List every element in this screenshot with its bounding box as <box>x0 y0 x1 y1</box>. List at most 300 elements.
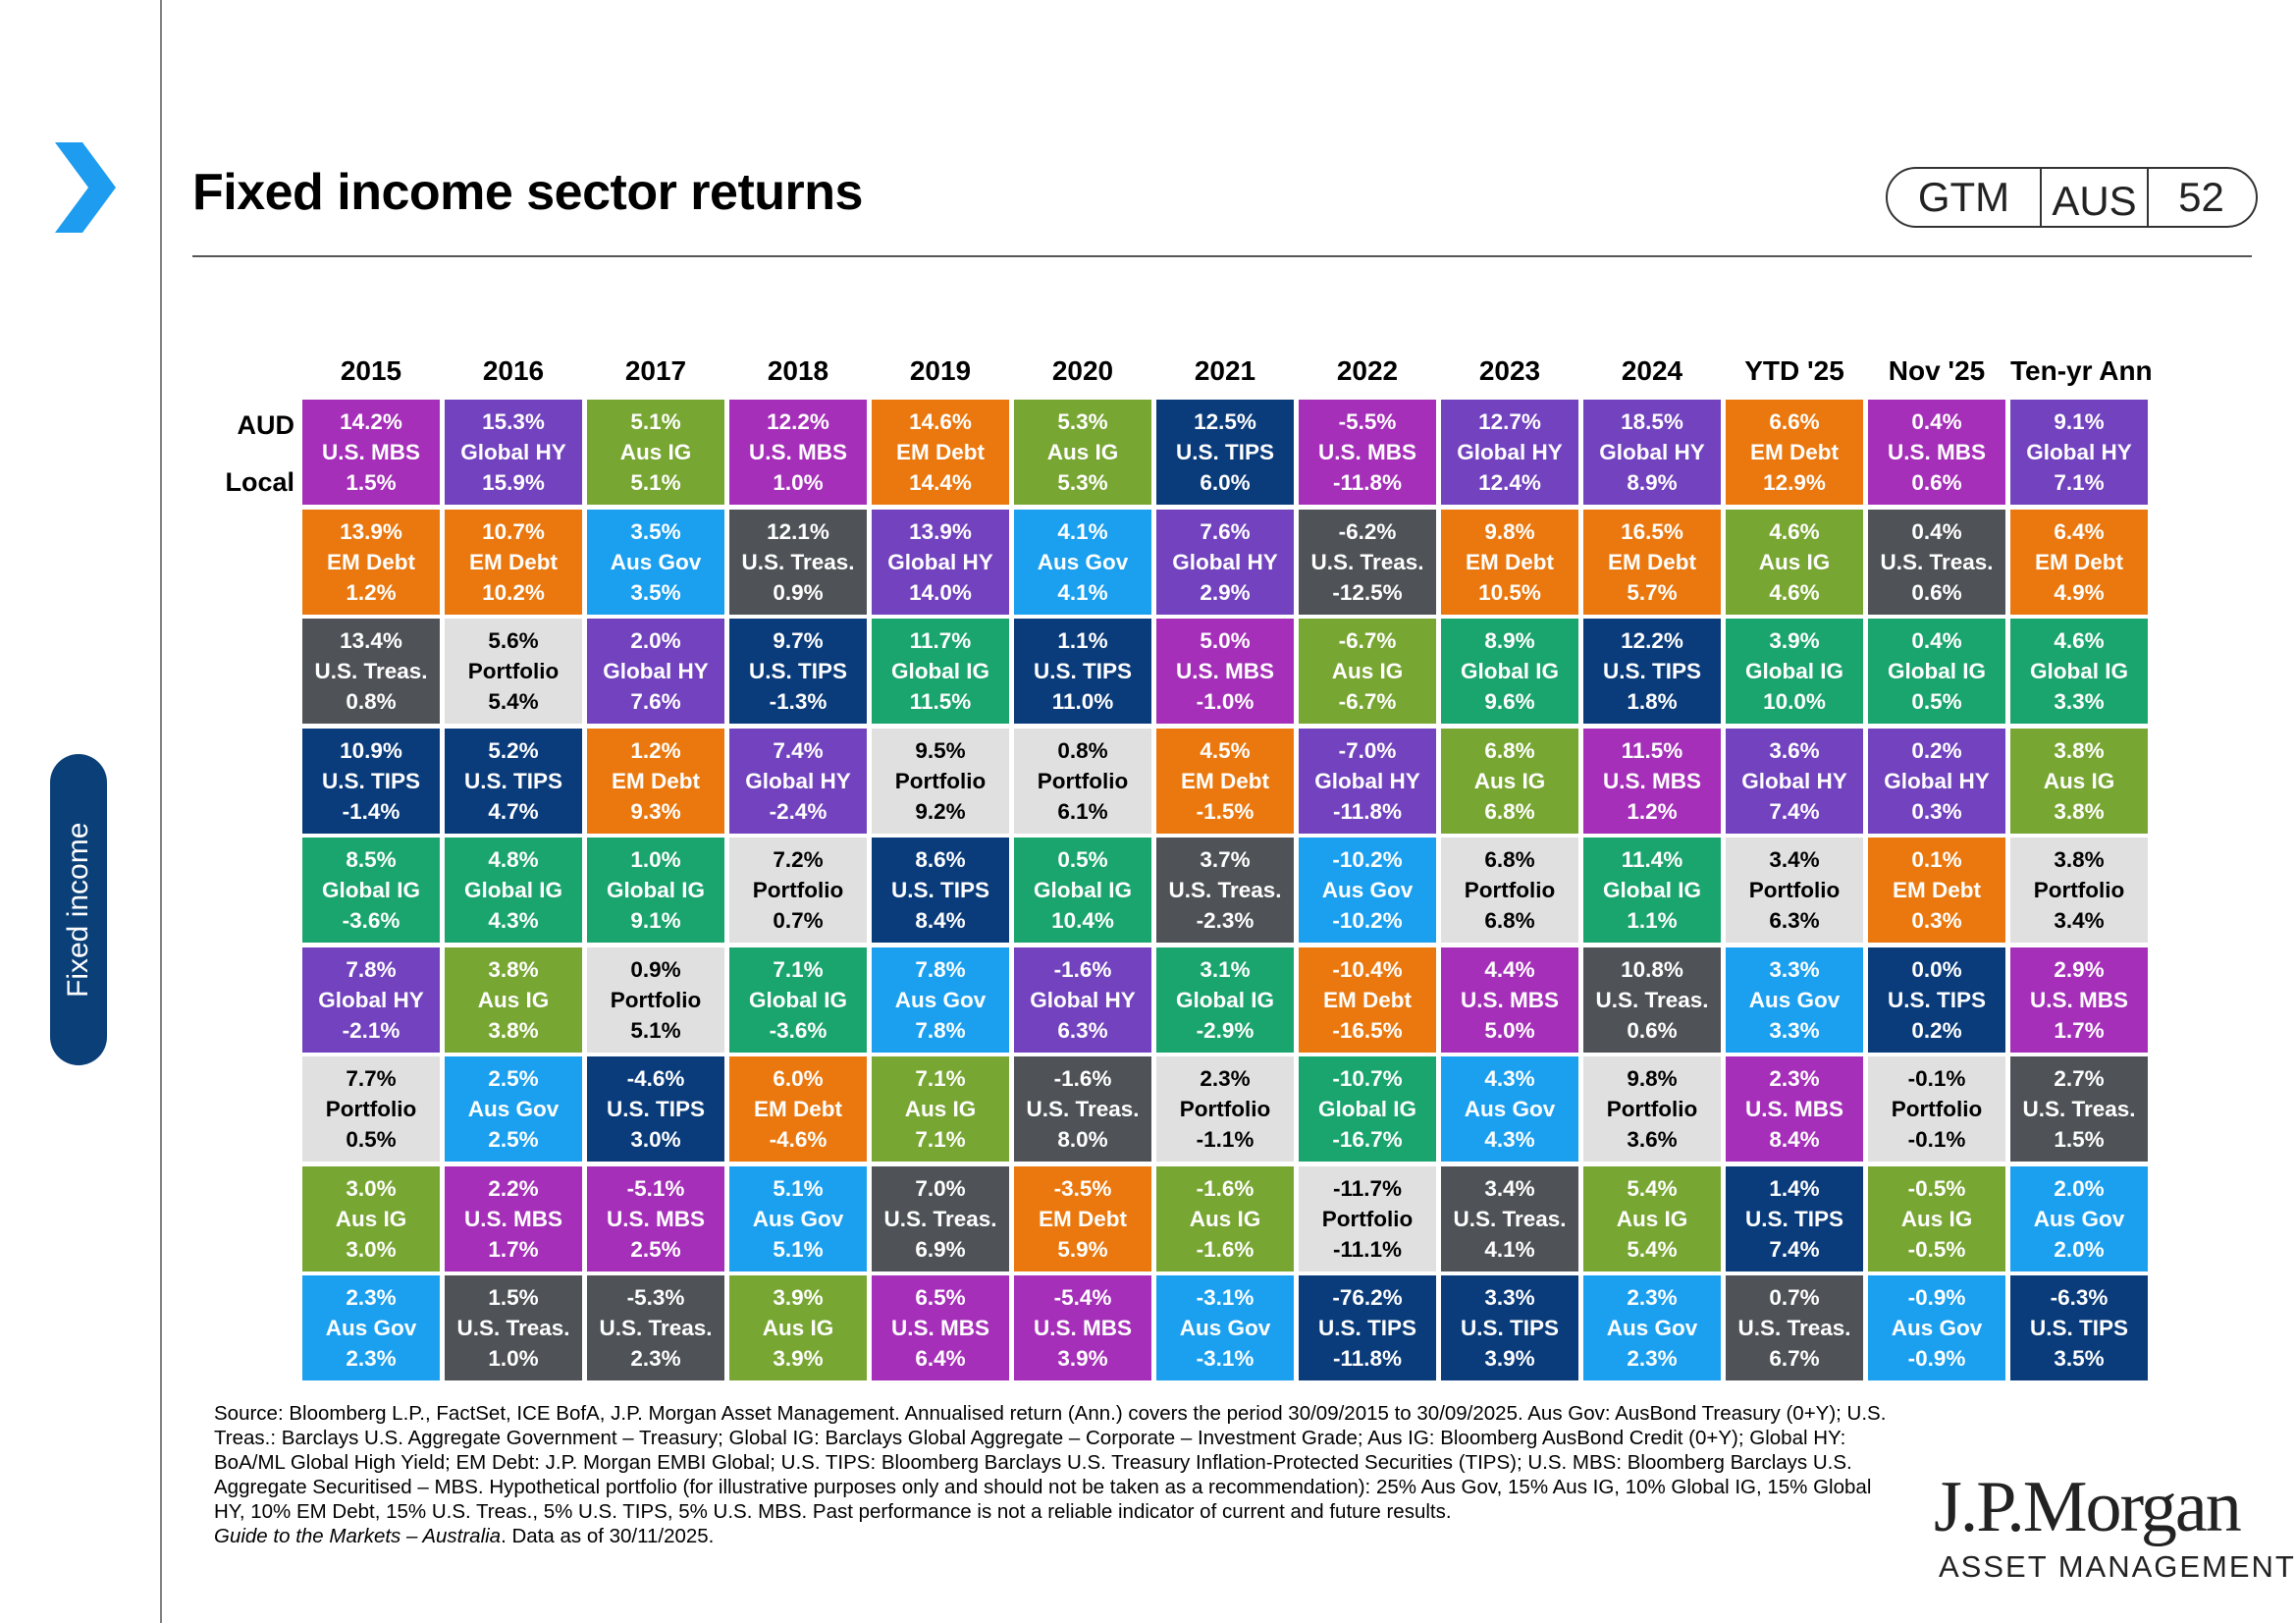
cell-sector-name: Global HY <box>1172 550 1278 574</box>
quilt-cell <box>445 400 582 505</box>
cell-sector-name: Aus IG <box>477 988 550 1012</box>
cell-local-return: 3.0% <box>346 1237 397 1262</box>
cell-aud-return: 2.3% <box>1627 1285 1678 1310</box>
cell-sector-name: Portfolio <box>1037 769 1129 793</box>
cell-sector-name: U.S. TIPS <box>2029 1316 2129 1340</box>
cell-aud-return: 2.9% <box>2054 957 2105 982</box>
cell-aud-return: -6.7% <box>1338 628 1397 653</box>
quilt-cell <box>1156 729 1294 834</box>
cell-sector-name: U.S. TIPS <box>1460 1316 1560 1340</box>
quilt-cell <box>1726 1275 1863 1380</box>
cell-sector-name: Portfolio <box>2033 878 2125 902</box>
cell-aud-return: 5.0% <box>1200 628 1251 653</box>
cell-sector-name: EM Debt <box>754 1097 842 1121</box>
quilt-cell <box>2010 1275 2148 1380</box>
cell-aud-return: 7.2% <box>773 847 824 872</box>
quilt-cell <box>445 1166 582 1271</box>
cell-sector-name: U.S. MBS <box>463 1207 562 1231</box>
column-header: 2019 <box>909 355 972 386</box>
quilt-cell <box>302 510 440 615</box>
column-header: Ten-yr Ann <box>2010 355 2153 386</box>
cell-aud-return: 4.8% <box>488 847 539 872</box>
cell-sector-name: Aus Gov <box>1748 988 1841 1012</box>
cell-local-return: -3.1% <box>1196 1346 1255 1371</box>
quilt-cell <box>1868 1166 2005 1271</box>
cell-local-return: 3.3% <box>2054 689 2105 714</box>
cell-sector-name: Aus Gov <box>610 550 702 574</box>
cell-local-return: -10.2% <box>1332 908 1403 933</box>
cell-aud-return: 7.0% <box>915 1176 966 1201</box>
column-header: Nov '25 <box>1888 355 1986 386</box>
cell-local-return: -2.3% <box>1196 908 1255 933</box>
cell-local-return: 8.0% <box>1057 1127 1108 1152</box>
quilt-cell <box>1868 400 2005 505</box>
quilt-cell <box>445 947 582 1053</box>
cell-local-return: 7.8% <box>915 1018 966 1043</box>
cell-sector-name: Aus IG <box>619 440 692 464</box>
cell-local-return: -2.9% <box>1196 1018 1255 1043</box>
cell-aud-return: 0.4% <box>1911 409 1962 434</box>
title-divider <box>192 255 2252 257</box>
cell-local-return: 6.3% <box>1769 908 1820 933</box>
quilt-cell <box>872 947 1009 1053</box>
cell-aud-return: 9.5% <box>915 738 966 763</box>
cell-local-return: 0.6% <box>1911 580 1962 605</box>
cell-sector-name: U.S. Treas. <box>1168 878 1282 902</box>
quilt-cell <box>1868 1056 2005 1162</box>
cell-aud-return: -10.4% <box>1332 957 1403 982</box>
cell-sector-name: U.S. TIPS <box>1033 659 1133 683</box>
cell-local-return: 10.5% <box>1478 580 1541 605</box>
cell-aud-return: 13.4% <box>340 628 402 653</box>
quilt-cell <box>1014 1275 1151 1380</box>
cell-sector-name: U.S. Treas. <box>456 1316 570 1340</box>
cell-sector-name: EM Debt <box>1893 878 1981 902</box>
cell-aud-return: 3.1% <box>1200 957 1251 982</box>
cell-aud-return: 2.2% <box>488 1176 539 1201</box>
cell-aud-return: 3.9% <box>1769 628 1820 653</box>
cell-local-return: -3.6% <box>342 908 400 933</box>
column-header: YTD '25 <box>1744 355 1844 386</box>
cell-local-return: -0.1% <box>1907 1127 1966 1152</box>
cell-aud-return: 16.5% <box>1621 519 1683 544</box>
cell-sector-name: EM Debt <box>896 440 985 464</box>
cell-aud-return: 0.9% <box>630 957 681 982</box>
quilt-cell <box>1868 947 2005 1053</box>
quilt-cell <box>587 729 724 834</box>
left-divider <box>160 0 162 1623</box>
quilt-cell <box>302 838 440 943</box>
cell-local-return: 1.2% <box>1627 799 1678 824</box>
cell-aud-return: 9.8% <box>1484 519 1535 544</box>
cell-local-return: 11.0% <box>1051 689 1114 714</box>
cell-aud-return: 11.4% <box>1621 847 1683 872</box>
quilt-cell <box>1441 1056 1578 1162</box>
cell-local-return: -1.4% <box>342 799 400 824</box>
quilt-cell <box>1726 510 1863 615</box>
cell-aud-return: 3.3% <box>1484 1285 1535 1310</box>
quilt-cell <box>1299 1166 1436 1271</box>
cell-local-return: 0.7% <box>773 908 824 933</box>
chevron-right-icon <box>47 142 116 233</box>
cell-local-return: 2.0% <box>2054 1237 2105 1262</box>
cell-sector-name: Global IG <box>1460 659 1559 683</box>
cell-local-return: 7.4% <box>1769 1237 1820 1262</box>
quilt-cell <box>1441 510 1578 615</box>
cell-aud-return: 0.5% <box>1057 847 1108 872</box>
cell-aud-return: 1.2% <box>630 738 681 763</box>
cell-aud-return: 2.0% <box>2054 1176 2105 1201</box>
cell-aud-return: 12.7% <box>1478 409 1541 434</box>
cell-aud-return: 7.8% <box>346 957 397 982</box>
quilt-cell <box>1299 1275 1436 1380</box>
cell-local-return: 5.1% <box>630 470 681 495</box>
cell-aud-return: 4.4% <box>1484 957 1535 982</box>
cell-local-return: 5.1% <box>773 1237 824 1262</box>
cell-sector-name: U.S. Treas. <box>1026 1097 1140 1121</box>
quilt-cell <box>1156 947 1294 1053</box>
cell-aud-return: 13.9% <box>340 519 402 544</box>
cell-aud-return: 4.6% <box>2054 628 2105 653</box>
cell-sector-name: Global HY <box>460 440 566 464</box>
cell-local-return: -11.8% <box>1332 470 1403 495</box>
cell-aud-return: 6.4% <box>2054 519 2105 544</box>
cell-sector-name: Portfolio <box>1748 878 1841 902</box>
quilt-cell <box>1583 1166 1721 1271</box>
quilt-cell <box>1726 1056 1863 1162</box>
cell-sector-name: Aus Gov <box>1037 550 1129 574</box>
quilt-cell <box>1583 400 1721 505</box>
quilt-cell <box>1583 947 1721 1053</box>
quilt-cell <box>1583 1056 1721 1162</box>
quilt-cell <box>1156 1275 1294 1380</box>
quilt-cell <box>729 619 867 724</box>
cell-aud-return: 15.3% <box>482 409 545 434</box>
cell-local-return: 2.3% <box>1627 1346 1678 1371</box>
cell-sector-name: Aus Gov <box>467 1097 560 1121</box>
cell-aud-return: 1.0% <box>630 847 681 872</box>
cell-sector-name: U.S. TIPS <box>1602 659 1702 683</box>
cell-local-return: 1.1% <box>1627 908 1678 933</box>
quilt-cell <box>1014 400 1151 505</box>
cell-sector-name: Global HY <box>1314 769 1420 793</box>
cell-sector-name: Aus Gov <box>1179 1316 1271 1340</box>
cell-sector-name: U.S. TIPS <box>1317 1316 1417 1340</box>
cell-aud-return: 3.7% <box>1200 847 1251 872</box>
page-tag <box>1886 167 2258 228</box>
quilt-cell <box>587 619 724 724</box>
column-header: 2020 <box>1051 355 1114 386</box>
cell-local-return: 3.9% <box>1057 1346 1108 1371</box>
cell-sector-name: Global IG <box>1033 878 1132 902</box>
cell-sector-name: EM Debt <box>1323 988 1412 1012</box>
jpmorgan-logo: J.P.Morgan <box>1934 1467 2240 1547</box>
quilt-cell <box>2010 947 2148 1053</box>
column-header: 2015 <box>340 355 402 386</box>
cell-sector-name: U.S. Treas. <box>1737 1316 1851 1340</box>
cell-local-return: 2.5% <box>488 1127 539 1152</box>
page-number: 52 <box>2178 174 2224 220</box>
cell-aud-return: 3.4% <box>1769 847 1820 872</box>
cell-local-return: 0.5% <box>346 1127 397 1152</box>
cell-aud-return: 3.8% <box>2054 738 2105 763</box>
cell-aud-return: 3.0% <box>346 1176 397 1201</box>
cell-local-return: 4.1% <box>1057 580 1108 605</box>
cell-sector-name: Global HY <box>1030 988 1136 1012</box>
cell-sector-name: U.S. Treas. <box>883 1207 997 1231</box>
cell-local-return: 2.5% <box>630 1237 681 1262</box>
cell-sector-name: U.S. TIPS <box>1175 440 1275 464</box>
quilt-cell <box>1299 619 1436 724</box>
cell-aud-return: 14.6% <box>909 409 972 434</box>
cell-local-return: 1.8% <box>1627 689 1678 714</box>
cell-local-return: 4.9% <box>2054 580 2105 605</box>
quilt-cell <box>1014 619 1151 724</box>
quilt-cell <box>2010 1056 2148 1162</box>
quilt-cell <box>587 1056 724 1162</box>
cell-aud-return: -0.1% <box>1907 1066 1966 1091</box>
cell-aud-return: 6.5% <box>915 1285 966 1310</box>
cell-aud-return: -11.7% <box>1332 1176 1403 1201</box>
cell-local-return: 2.3% <box>346 1346 397 1371</box>
cell-local-return: 4.7% <box>488 799 539 824</box>
cell-sector-name: U.S. MBS <box>1033 1316 1132 1340</box>
cell-local-return: -12.5% <box>1332 580 1403 605</box>
quilt-cell <box>445 1275 582 1380</box>
quilt-cell <box>445 619 582 724</box>
cell-sector-name: U.S. Treas. <box>599 1316 713 1340</box>
cell-sector-name: Aus IG <box>1046 440 1119 464</box>
quilt-cell <box>1583 1275 1721 1380</box>
cell-sector-name: U.S. MBS <box>1175 659 1274 683</box>
cell-sector-name: U.S. TIPS <box>463 769 563 793</box>
quilt-cell <box>729 838 867 943</box>
cell-local-return: -3.6% <box>769 1018 828 1043</box>
cell-local-return: -1.6% <box>1196 1237 1255 1262</box>
quilt-cell <box>1868 510 2005 615</box>
cell-aud-return: 8.9% <box>1484 628 1535 653</box>
cell-aud-return: -0.9% <box>1907 1285 1966 1310</box>
cell-local-return: -1.0% <box>1196 689 1255 714</box>
cell-local-return: 8.4% <box>1769 1127 1820 1152</box>
cell-aud-return: 5.2% <box>488 738 539 763</box>
cell-local-return: 2.3% <box>630 1346 681 1371</box>
quilt-cell <box>2010 619 2148 724</box>
cell-aud-return: 4.3% <box>1484 1066 1535 1091</box>
quilt-cell <box>445 729 582 834</box>
cell-sector-name: U.S. TIPS <box>890 878 990 902</box>
cell-sector-name: Global IG <box>1175 988 1274 1012</box>
cell-local-return: 4.3% <box>488 908 539 933</box>
cell-sector-name: Portfolio <box>1891 1097 1983 1121</box>
cell-local-return: 5.9% <box>1057 1237 1108 1262</box>
cell-sector-name: Global HY <box>745 769 851 793</box>
quilt-cell <box>1726 947 1863 1053</box>
cell-aud-return: -1.6% <box>1053 957 1112 982</box>
cell-sector-name: Aus Gov <box>1321 878 1414 902</box>
cell-aud-return: -1.6% <box>1053 1066 1112 1091</box>
quilt-cell <box>302 400 440 505</box>
cell-aud-return: -6.2% <box>1338 519 1397 544</box>
cell-sector-name: Global IG <box>1887 659 1986 683</box>
quilt-cell <box>1156 400 1294 505</box>
cell-local-return: 1.5% <box>2054 1127 2105 1152</box>
cell-local-return: 1.7% <box>488 1237 539 1262</box>
cell-aud-return: 4.1% <box>1057 519 1108 544</box>
cell-sector-name: U.S. Treas. <box>1310 550 1424 574</box>
quilt-cell <box>872 1056 1009 1162</box>
cell-aud-return: 5.1% <box>773 1176 824 1201</box>
cell-aud-return: 6.8% <box>1484 738 1535 763</box>
quilt-cell <box>445 510 582 615</box>
cell-sector-name: Global IG <box>321 878 420 902</box>
quilt-cell <box>1299 947 1436 1053</box>
source-footnote <box>214 1401 1895 1548</box>
quilt-cell <box>1583 510 1721 615</box>
quilt-cell <box>1014 510 1151 615</box>
cell-aud-return: 18.5% <box>1621 409 1683 434</box>
cell-local-return: 0.5% <box>1911 689 1962 714</box>
cell-sector-name: Aus IG <box>904 1097 977 1121</box>
cell-local-return: 4.3% <box>1484 1127 1535 1152</box>
cell-aud-return: 9.1% <box>2054 409 2105 434</box>
cell-local-return: -11.8% <box>1332 799 1403 824</box>
cell-aud-return: 12.2% <box>767 409 829 434</box>
cell-sector-name: Global HY <box>603 659 709 683</box>
quilt-cell <box>302 1056 440 1162</box>
quilt-cell <box>1726 400 1863 505</box>
cell-local-return: 6.8% <box>1484 908 1535 933</box>
quilt-cell <box>872 510 1009 615</box>
quilt-cell <box>1726 838 1863 943</box>
cell-sector-name: U.S. MBS <box>2029 988 2128 1012</box>
cell-local-return: 9.1% <box>630 908 681 933</box>
cell-sector-name: Aus Gov <box>894 988 987 1012</box>
cell-aud-return: 1.4% <box>1769 1176 1820 1201</box>
cell-local-return: -11.8% <box>1332 1346 1403 1371</box>
quilt-cell <box>587 1275 724 1380</box>
cell-sector-name: U.S. Treas. <box>1453 1207 1567 1231</box>
cell-sector-name: U.S. Treas. <box>1595 988 1709 1012</box>
cell-aud-return: -7.0% <box>1338 738 1397 763</box>
cell-aud-return: 5.1% <box>630 409 681 434</box>
cell-sector-name: U.S. MBS <box>748 440 847 464</box>
cell-local-return: -16.5% <box>1332 1018 1403 1043</box>
cell-local-return: 0.9% <box>773 580 824 605</box>
cell-aud-return: 5.3% <box>1057 409 1108 434</box>
cell-local-return: 15.9% <box>482 470 545 495</box>
cell-aud-return: -3.5% <box>1053 1176 1112 1201</box>
quilt-cell <box>1441 1166 1578 1271</box>
cell-sector-name: U.S. MBS <box>1602 769 1701 793</box>
cell-sector-name: U.S. MBS <box>1744 1097 1843 1121</box>
cell-sector-name: Global IG <box>1744 659 1843 683</box>
cell-aud-return: 2.3% <box>1769 1066 1820 1091</box>
cell-aud-return: 1.1% <box>1057 628 1108 653</box>
cell-local-return: 10.2% <box>482 580 545 605</box>
cell-local-return: -1.1% <box>1196 1127 1255 1152</box>
cell-sector-name: EM Debt <box>469 550 558 574</box>
cell-local-return: -0.9% <box>1907 1346 1966 1371</box>
cell-local-return: 3.9% <box>773 1346 824 1371</box>
cell-local-return: -6.7% <box>1338 689 1397 714</box>
cell-sector-name: Global HY <box>1741 769 1847 793</box>
cell-sector-name: Global HY <box>1884 769 1990 793</box>
quilt-cell <box>1583 729 1721 834</box>
cell-aud-return: 7.1% <box>915 1066 966 1091</box>
quilt-cell <box>302 1166 440 1271</box>
cell-aud-return: -5.3% <box>626 1285 685 1310</box>
cell-local-return: 3.0% <box>630 1127 681 1152</box>
cell-local-return: 5.7% <box>1627 580 1678 605</box>
cell-aud-return: 6.6% <box>1769 409 1820 434</box>
cell-local-return: -0.5% <box>1907 1237 1966 1262</box>
cell-local-return: 0.6% <box>1627 1018 1678 1043</box>
cell-sector-name: EM Debt <box>1181 769 1269 793</box>
cell-aud-return: 0.1% <box>1911 847 1962 872</box>
quilt-cell <box>1441 619 1578 724</box>
cell-sector-name: Global IG <box>2029 659 2128 683</box>
quilt-cell <box>302 729 440 834</box>
cell-local-return: 5.0% <box>1484 1018 1535 1043</box>
cell-aud-return: -10.2% <box>1332 847 1403 872</box>
quilt-cell <box>587 400 724 505</box>
quilt-cell <box>2010 838 2148 943</box>
gtm-label: GTM <box>1917 174 2010 220</box>
quilt-cell <box>1299 400 1436 505</box>
quilt-cell <box>729 1275 867 1380</box>
quilt-cell <box>1441 838 1578 943</box>
cell-aud-return: 2.3% <box>346 1285 397 1310</box>
cell-local-return: -1.3% <box>769 689 828 714</box>
cell-sector-name: EM Debt <box>1608 550 1696 574</box>
cell-sector-name: Global IG <box>463 878 562 902</box>
quilt-cell <box>1014 1166 1151 1271</box>
side-tab-label: Fixed income <box>62 822 94 998</box>
quilt-cell <box>2010 510 2148 615</box>
cell-local-return: 2.9% <box>1200 580 1251 605</box>
cell-local-return: 1.5% <box>346 470 397 495</box>
cell-aud-return: -5.1% <box>626 1176 685 1201</box>
quilt-cell <box>1441 729 1578 834</box>
cell-aud-return: 11.7% <box>909 628 972 653</box>
cell-local-return: 0.6% <box>1911 470 1962 495</box>
cell-local-return: 12.4% <box>1478 470 1541 495</box>
quilt-cell <box>729 1056 867 1162</box>
cell-local-return: 0.2% <box>1911 1018 1962 1043</box>
cell-aud-return: 2.0% <box>630 628 681 653</box>
cell-local-return: 5.1% <box>630 1018 681 1043</box>
row-label-aud: AUD <box>237 410 294 440</box>
cell-local-return: 5.4% <box>1627 1237 1678 1262</box>
cell-local-return: -2.4% <box>769 799 828 824</box>
cell-sector-name: Aus IG <box>1758 550 1831 574</box>
quilt-cell <box>1299 510 1436 615</box>
cell-local-return: 9.3% <box>630 799 681 824</box>
quilt-cell <box>1156 1056 1294 1162</box>
cell-sector-name: EM Debt <box>612 769 700 793</box>
region-label: AUS <box>2052 178 2137 224</box>
cell-aud-return: 6.8% <box>1484 847 1535 872</box>
cell-sector-name: EM Debt <box>1750 440 1839 464</box>
cell-aud-return: 5.4% <box>1627 1176 1678 1201</box>
cell-local-return: 6.8% <box>1484 799 1535 824</box>
cell-sector-name: U.S. MBS <box>1317 440 1416 464</box>
cell-sector-name: EM Debt <box>1466 550 1554 574</box>
cell-local-return: 3.9% <box>1484 1346 1535 1371</box>
cell-local-return: 4.1% <box>1484 1237 1535 1262</box>
cell-local-return: 11.5% <box>909 689 972 714</box>
